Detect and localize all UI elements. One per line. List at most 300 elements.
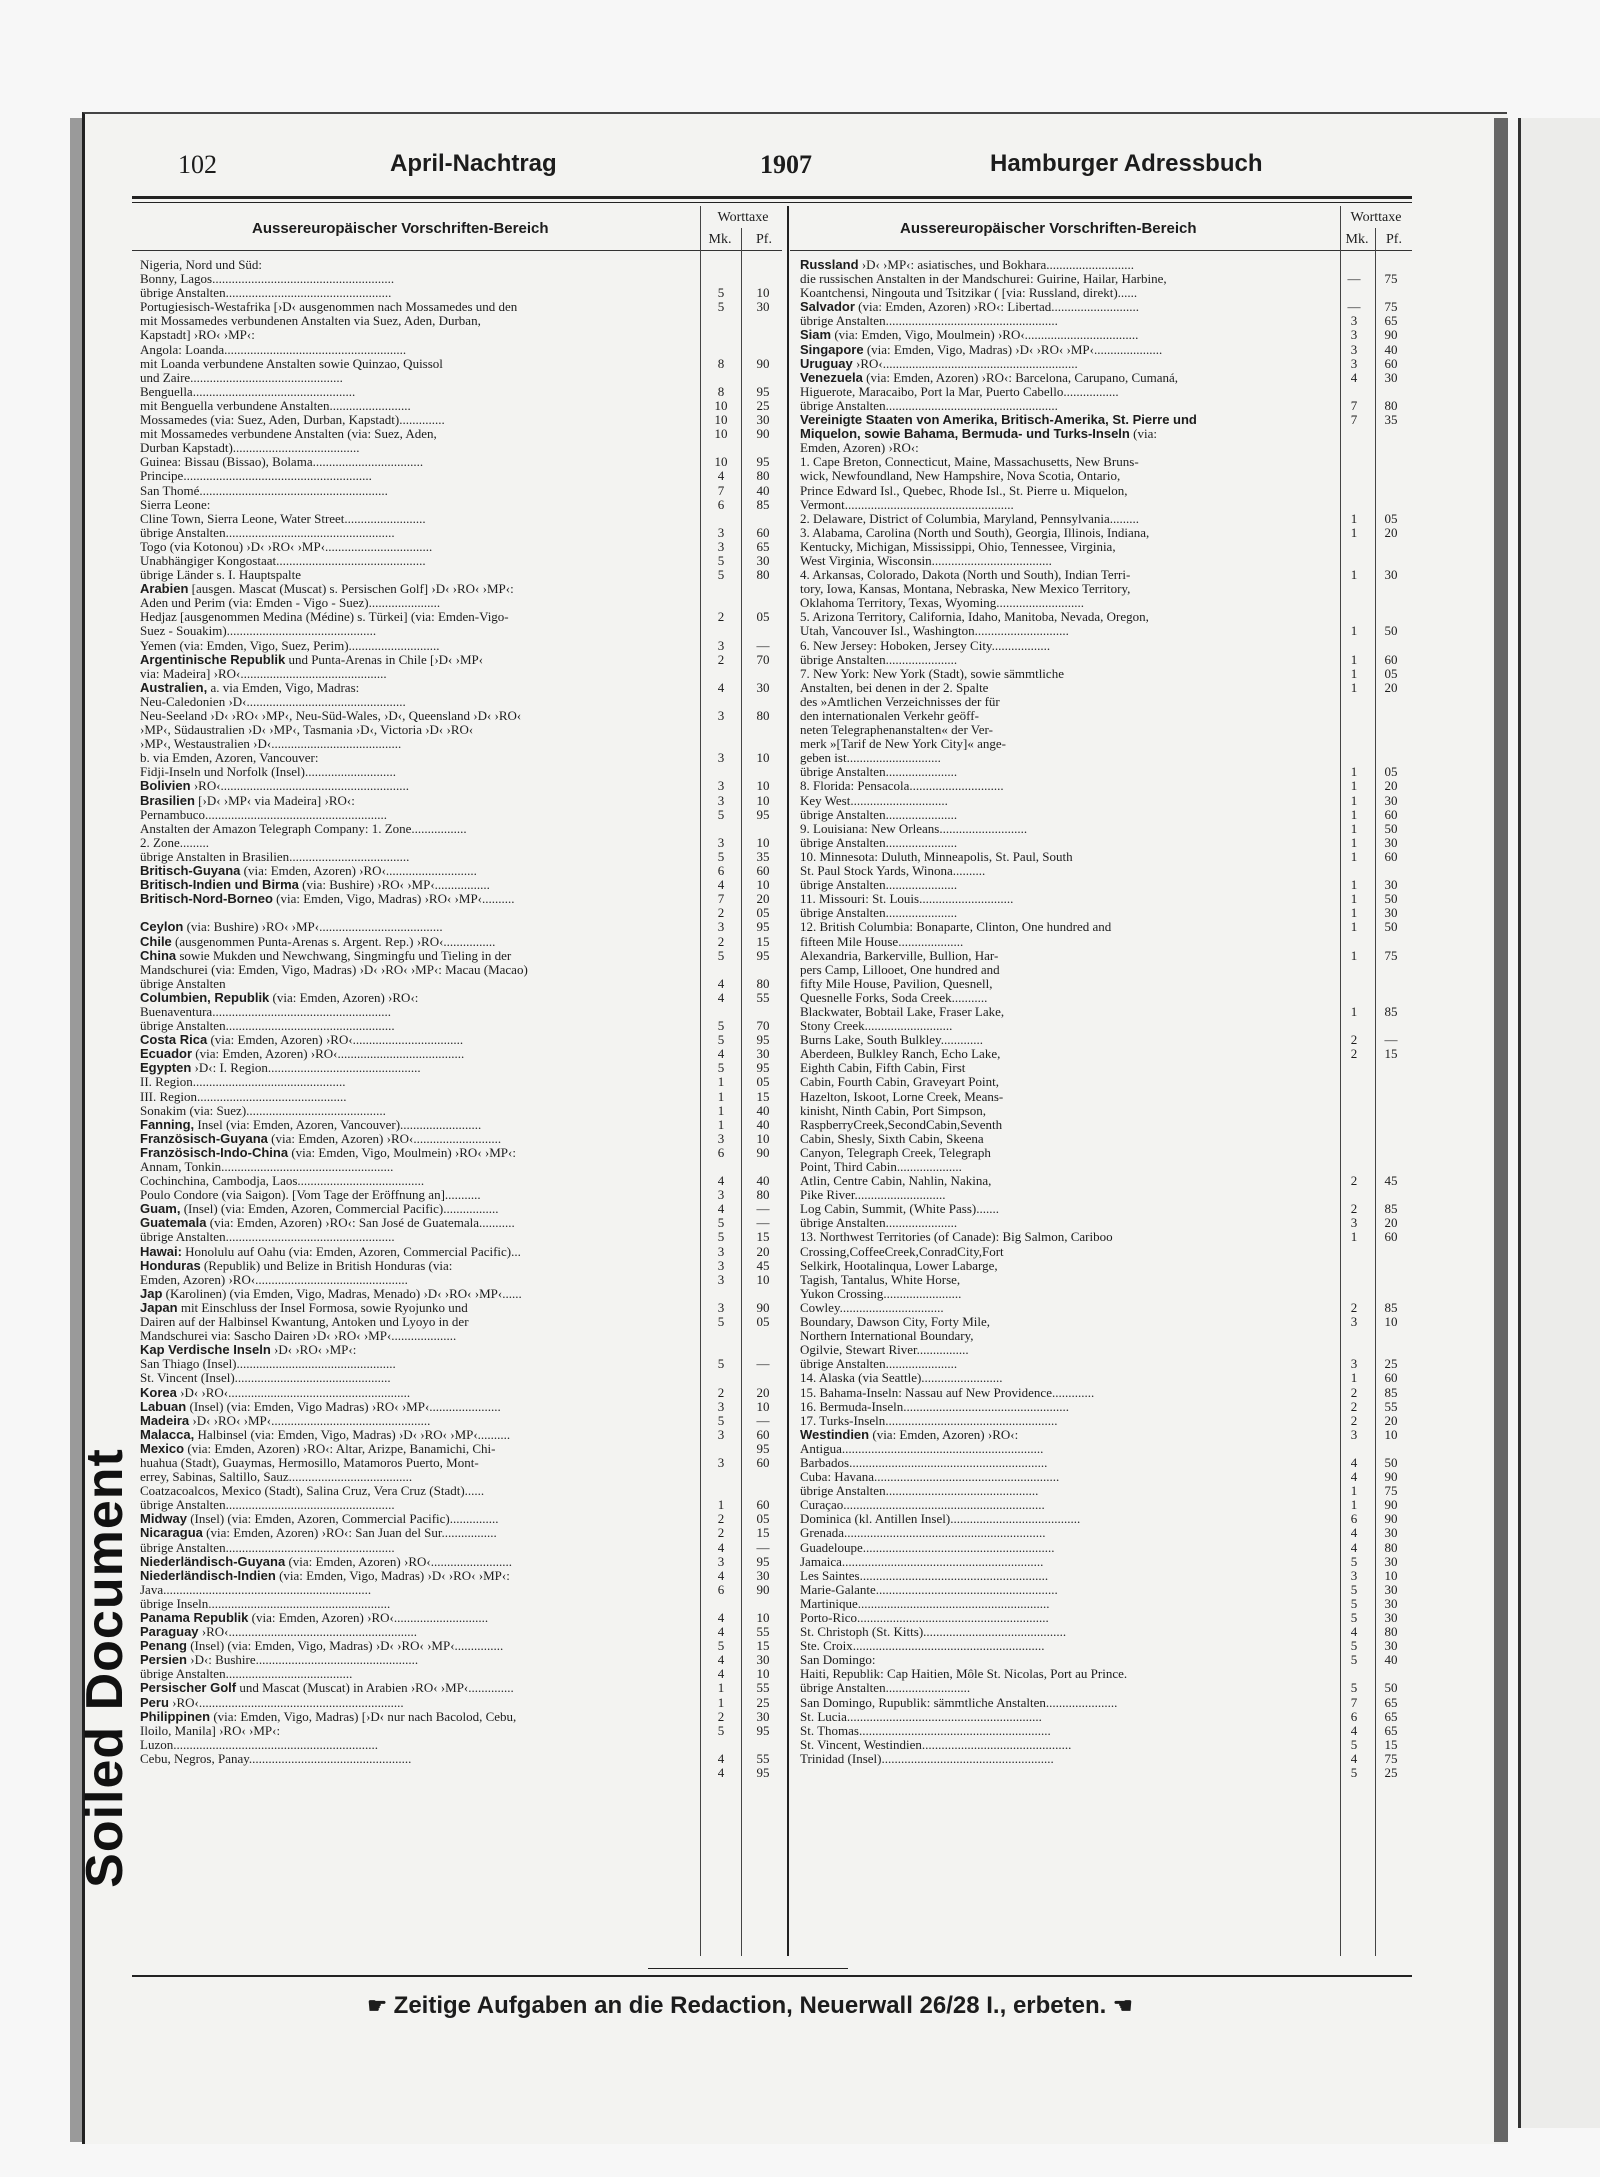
entry-row [140,949,830,963]
entry-row [140,794,830,808]
entry-row [140,1386,830,1400]
rate-marks: 5 [717,1229,725,1245]
rate-pfennig: 60 [1384,848,1398,864]
entry-row [800,1555,1412,1569]
rate-pfennig: 85 [1384,1003,1398,1019]
entry-row [800,385,1412,399]
rate-marks: 4 [1350,1722,1358,1738]
entry-text: Benguella.................................................. [140,384,356,399]
entry-row [140,1033,830,1047]
rate-marks: 3 [1350,1314,1358,1330]
entry-row [800,1315,1412,1329]
rate-marks: 4 [717,989,725,1005]
entry-text: Persien ›D‹: Bushire.................................................. [140,1653,419,1668]
entry-text: b. via Emden, Azoren, Vancouver: [140,751,319,766]
entry-text: Ecuador (via: Emden, Azoren) ›RO‹....................................... [140,1047,465,1062]
rate-pfennig: 60 [1384,806,1398,822]
rate-pfennig: 30 [756,412,770,428]
rate-marks: 10 [714,412,728,428]
rate-pfennig: 10 [756,1130,770,1146]
entry-row [140,709,830,723]
entry-text: Kapstadt] ›RO‹ ›MP‹: [140,328,255,343]
rate-pfennig: 55 [1384,1398,1398,1414]
entry-text: Point, Third Cabin.................... [800,1160,962,1174]
entry-row [800,427,1412,441]
entry-row [140,1090,830,1104]
entry-row [800,779,1412,793]
entry-row [800,935,1412,949]
rate-marks: 6 [717,863,725,879]
rate-marks: — [1347,299,1361,315]
entry-row [800,949,1412,963]
entry-row [140,1371,830,1385]
rate-marks: 1 [1350,806,1358,822]
entry-row [800,357,1412,371]
entry-text: Key West.............................. [800,793,948,808]
entry-text: huahua (Stadt), Guaymas, Hermosillo, Matamoros Puerto, Mont- [140,1455,479,1470]
rate-marks: 6 [717,1581,725,1597]
entry-text: Französisch-Indo-China (via: Emden, Vigo, Moulmein) ›RO‹ ›MP‹: [140,1145,516,1160]
entry-text: 9. Louisiana: New Orleans........................... [800,821,1028,836]
entry-row [800,1766,1412,1780]
entry-row [140,1075,830,1089]
entry-row [800,1216,1412,1230]
rate-pfennig: 05 [1384,764,1398,780]
rate-marks: 2 [1350,1299,1358,1315]
entry-row [140,1160,830,1174]
entry-row [800,498,1412,512]
pointing-hand-right-icon: ☛ [367,1993,387,2018]
rate-marks: 4 [1350,1539,1358,1555]
entry-row [800,878,1412,892]
entry-text: Kentucky, Michigan, Mississippi, Ohio, Tennessee, Virginia, [800,539,1116,554]
entry-row [800,1456,1412,1470]
entry-row [140,343,830,357]
entry-row [800,1118,1412,1132]
rate-marks: 4 [717,1750,725,1766]
entry-row [800,1202,1412,1216]
rate-marks: 5 [1350,1595,1358,1611]
entry-text: Philippinen (via: Emden, Vigo, Madras) [›D‹ nur nach Bacolod, Cebu, [140,1709,517,1724]
entry-row [800,864,1412,878]
entry-row [140,286,830,300]
entry-text: fifty Mile House, Pavilion, Quesnell, [800,976,993,991]
entry-text: Hedjaz [ausgenommen Medina (Médine) s. Türkei] (via: Emden-Vigo- [140,610,509,625]
rate-pfennig: 30 [1384,877,1398,893]
entry-row [800,765,1412,779]
entry-text: Argentinische Republik und Punta-Arenas in Chile [›D‹ ›MP‹ [140,652,484,667]
entry-row [140,977,830,991]
entry-text: Bolivien ›RO‹.......................................................... [140,779,410,794]
entry-text: Ogilvie, Stewart River................ [800,1343,969,1358]
entry-row [800,1710,1412,1724]
rate-pfennig: 50 [1384,891,1398,907]
rate-pfennig: 50 [1384,919,1398,935]
entry-row [140,300,830,314]
entry-text: Arabien [ausgen. Mascat (Muscat) s. Persischen Golf] ›D‹ ›RO‹ ›MP‹: [140,582,514,597]
entry-text: Eighth Cabin, Fifth Cabin, First [800,1061,966,1076]
rate-pfennig: 70 [756,651,770,667]
rate-marks: 1 [1350,792,1358,808]
entry-row [140,385,830,399]
entry-row [800,582,1412,596]
rate-marks: 1 [1350,1483,1358,1499]
entry-text: 8. Florida: Pensacola............................. [800,779,1004,794]
rate-pfennig: 60 [1384,355,1398,371]
entry-text: Canyon, Telegraph Creek, Telegraph [800,1145,991,1160]
entry-row [800,1569,1412,1583]
entry-row [800,441,1412,455]
entry-row [140,808,830,822]
rate-marks: 1 [1350,877,1358,893]
entry-text: Cebu, Negros, Panay.................................................. [140,1751,412,1766]
entry-row [140,1104,830,1118]
entry-row [800,1301,1412,1315]
rate-marks: 2 [1350,1398,1358,1414]
entry-text: Barbados............................................................. [800,1455,1048,1470]
entry-row [800,1498,1412,1512]
entry-row [800,1090,1412,1104]
rate-pfennig: 10 [756,778,770,794]
rate-pfennig: 65 [1384,1708,1398,1724]
entry-row [800,484,1412,498]
rate-marks: 5 [717,1032,725,1048]
entry-row [800,963,1412,977]
rate-marks: 1 [717,1680,725,1696]
entry-row [800,596,1412,610]
entry-row [140,1555,830,1569]
rate-marks: 5 [717,285,725,301]
entry-row [800,469,1412,483]
entry-row [140,1724,830,1738]
entry-text: St. Lucia............................................................ [800,1709,1042,1724]
entry-text: Crossing,CoffeeCreek,ConradCity,Fort [800,1244,1004,1259]
entry-text: Penang (Insel) (via: Emden, Vigo, Madras) ›D‹ ›RO‹ ›MP‹............... [140,1639,504,1654]
entry-row [140,1414,830,1428]
entry-row [800,1611,1412,1625]
entry-row [800,554,1412,568]
right-pf-label: Pf. [1386,232,1402,247]
rate-marks: 3 [1350,1567,1358,1583]
rate-pfennig: — [756,1215,770,1231]
entry-text: errey, Sabinas, Saltillo, Sauz...................................... [140,1470,413,1485]
rate-pfennig: 20 [756,891,770,907]
entry-text: Mandschurei via: Sascho Dairen ›D‹ ›RO‹ ›MP‹.................... [140,1329,457,1344]
rate-pfennig: 10 [756,1666,770,1682]
entry-row [800,1597,1412,1611]
rate-pfennig: 60 [756,1497,770,1513]
entry-text: Madeira ›D‹ ›RO‹ ›MP‹................................................. [140,1413,431,1428]
entry-text: Niederländisch-Guyana (via: Emden, Azoren) ›RO‹......................... [140,1554,512,1569]
right-worttaxe-label: Worttaxe [1350,210,1402,225]
entry-row [140,906,830,920]
entry-text: San Thiago (Insel)................................................. [140,1357,396,1372]
entry-text: 1. Cape Breton, Connecticut, Maine, Massachusetts, New Bruns- [800,455,1139,470]
rate-pfennig: 75 [1384,1750,1398,1766]
rate-marks: 1 [1350,679,1358,695]
rate-marks: 4 [1350,1750,1358,1766]
entry-row [140,639,830,653]
entry-text: Les Saintes.......................................................... [800,1568,1049,1583]
entry-text: Guatemala (via: Emden, Azoren) ›RO‹: San José de Guatemala........... [140,1216,515,1231]
rate-marks: 5 [717,1356,725,1372]
entry-row [140,667,830,681]
entry-text: Curaçao.............................................................. [800,1498,1045,1513]
rate-pfennig: 05 [756,1074,770,1090]
entry-text: Mossamedes (via: Suez, Aden, Durban, Kapstadt).............. [140,413,445,428]
entry-text: Guam, (Insel) (via: Emden, Azoren, Commercial Pacific)................. [140,1202,499,1217]
entry-row [800,1075,1412,1089]
rate-pfennig: 90 [1384,1511,1398,1527]
entry-row [140,1343,830,1357]
entry-row [800,1132,1412,1146]
rate-pfennig: 60 [756,863,770,879]
rate-pfennig: 80 [1384,1539,1398,1555]
entry-text: übrige Inseln........................................................ [140,1596,391,1611]
rate-pfennig: — [1384,1032,1398,1048]
rate-marks: 10 [714,426,728,442]
rate-marks: 5 [717,567,725,583]
entry-text: via: Madeira] ›RO‹............................................. [140,666,387,681]
entry-row [800,695,1412,709]
rate-pfennig: 90 [756,1581,770,1597]
rate-pfennig: 90 [756,1299,770,1315]
entry-text: Principe.......................................................... [140,469,372,484]
entry-text: Guinea: Bissau (Bissao), Bolama.................................. [140,455,424,470]
rate-marks: 7 [1350,1694,1358,1710]
entry-text: kinisht, Ninth Cabin, Port Simpson, [800,1103,986,1118]
entry-row [800,1259,1412,1273]
entry-text: Iloilo, Manila] ›RO‹ ›MP‹: [140,1723,281,1738]
rate-marks: 4 [717,1539,725,1555]
entry-row [140,1245,830,1259]
entry-row [140,1583,830,1597]
header-rule-thin [132,202,1412,203]
rate-pfennig: 75 [1384,271,1398,287]
entry-text: 2. Zone......... [140,835,209,850]
entry-text: Guadeloupe........................................................... [800,1540,1055,1555]
rate-marks: 7 [1350,412,1358,428]
entry-row [800,822,1412,836]
entry-text: Cochinchina, Cambodja, Laos....................................... [140,1174,425,1189]
rate-pfennig: 75 [1384,299,1398,315]
entry-row [140,512,830,526]
rate-pfennig: 30 [1384,1610,1398,1625]
rate-marks: 2 [717,905,725,921]
entry-row [800,272,1412,286]
rate-pfennig: 40 [756,482,770,498]
entry-text: Französisch-Guyana (via: Emden, Azoren) ›RO‹........................... [140,1131,502,1146]
rate-pfennig: 80 [756,468,770,484]
rate-pfennig: 95 [756,1722,770,1738]
entry-row [140,1132,830,1146]
rate-pfennig: 20 [1384,1215,1398,1231]
entry-text: merk »[Tarif de New York City]« ange- [800,737,1006,752]
rate-pfennig: 30 [756,1046,770,1062]
entry-row [800,371,1412,385]
rate-marks: 1 [1350,651,1358,667]
entry-text: übrige Anstalten...................... [800,807,958,822]
entry-text: Nigeria, Nord und Süd: [140,258,263,272]
entry-row [800,1033,1412,1047]
rate-marks: 2 [717,609,725,625]
rate-pfennig: 05 [756,1511,770,1527]
rate-pfennig: 85 [756,496,770,512]
entry-row [800,1414,1412,1428]
rate-marks: 6 [717,496,725,512]
entry-text: Grenada.............................................................. [800,1526,1046,1541]
entry-row [140,1061,830,1075]
entry-text: China sowie Mukden und Newchwang, Singmingfu und Tieling in der [140,948,512,963]
entry-text: Uruguay ›RO‹............................................................ [800,356,1078,371]
entry-text: Blackwater, Bobtail Lake, Fraser Lake, [800,1004,1005,1019]
entry-row [140,1625,830,1639]
entry-row [140,1174,830,1188]
entry-row [140,723,830,737]
entry-row [140,1597,830,1611]
rate-marks: 5 [1350,1553,1358,1569]
entry-row [140,1428,830,1442]
rate-pfennig: 30 [1384,1581,1398,1597]
entry-row [800,1047,1412,1061]
rate-pfennig: 15 [756,1229,770,1245]
rate-marks: 5 [1350,1736,1358,1752]
entry-text: Fanning, Insel (via: Emden, Azoren, Vancouver)......................... [140,1117,482,1132]
entry-text: Boundary, Dawson City, Forty Mile, [800,1315,991,1330]
entry-text: Aden und Perim (via: Emden - Vigo - Suez)...................... [140,596,441,611]
entry-text: übrige Anstalten.................................................... [140,525,395,540]
entry-text: 16. Bermuda-Inseln................................................... [800,1399,1070,1414]
entry-row [800,1104,1412,1118]
entry-row [140,1766,830,1780]
entry-text: übrige Anstalten...................... [800,765,958,780]
header-rule [132,196,1412,199]
entry-text: übrige Anstalten.................................................... [140,1540,395,1555]
rate-marks: 3 [717,1426,725,1442]
rate-marks: 2 [717,1384,725,1400]
entry-text: Bonny, Lagos........................................................ [140,272,395,287]
rate-pfennig: 30 [756,552,770,568]
entry-text: Quesnelle Forks, Soda Creek........... [800,990,988,1005]
entry-text: Australien, a. via Emden, Vigo, Madras: [140,680,360,695]
rate-marks: 5 [717,1060,725,1076]
entry-text: wick, Newfoundland, New Hampshire, Nova Scotia, Ontario, [800,469,1121,484]
entry-text: übrige Anstalten.................................................... [140,1230,395,1245]
entry-text: Cuba: Havana......................................................... [800,1470,1060,1485]
entry-row [800,1343,1412,1357]
entry-text: Marie-Galante........................................................ [800,1582,1058,1597]
entry-row [800,512,1412,526]
entry-text: Cline Town, Sierra Leone, Water Street......................... [140,511,426,526]
entry-text: übrige Anstalten in Brasilien..................................... [140,849,410,864]
entry-row [800,455,1412,469]
entry-text: Nicaragua (via: Emden, Azoren) ›RO‹: San Juan del Sur................. [140,1526,497,1541]
entry-text: Koantchensi, Ningouta und Tsitzikar ( [via: Russland, direkt)...... [800,286,1138,301]
rate-marks: 3 [717,538,725,554]
entry-text: Malacca, Halbinsel (via: Emden, Vigo, Madras) ›D‹ ›RO‹ ›MP‹.......... [140,1427,511,1442]
rate-marks: 6 [1350,1511,1358,1527]
entry-row [800,667,1412,681]
entry-text: Costa Rica (via: Emden, Azoren) ›RO‹.................................. [140,1033,464,1048]
rate-marks: 3 [717,919,725,935]
rate-marks: 5 [717,1018,725,1034]
rate-pfennig: 95 [756,1553,770,1569]
entry-text: Niederländisch-Indien (via: Emden, Vigo, Madras) ›D‹ ›RO‹ ›MP‹: [140,1568,510,1583]
entry-row [800,1400,1412,1414]
entry-row [140,1569,830,1583]
rate-marks: 3 [717,792,725,808]
rate-pfennig: 70 [756,1018,770,1034]
entry-row [800,314,1412,328]
rate-pfennig: 30 [1384,1525,1398,1541]
entry-text: des »Amtlichen Verzeichnisses der für [800,694,1000,709]
entry-text: übrige Anstalten.......................... [800,1681,971,1696]
publication-title: Hamburger Adressbuch [990,150,1263,177]
rate-pfennig: 30 [756,679,770,695]
rate-marks: 5 [1350,1638,1358,1654]
entry-text: 14. Alaska (via Seattle)......................... [800,1371,1003,1386]
entry-text: übrige Anstalten.................................................... [140,1019,395,1034]
rate-marks: 1 [1350,891,1358,907]
entry-text: Neu-Caledonien ›D‹................................................. [140,694,406,709]
entry-row [140,610,830,624]
rate-pfennig: 65 [1384,1722,1398,1738]
entry-row [140,498,830,512]
entry-text: tory, Iowa, Kansas, Montana, Nebraska, New Mexico Territory, [800,582,1131,597]
entry-text: 2. Delaware, District of Columbia, Maryland, Pennsylvania......... [800,511,1140,526]
entry-row [800,1005,1412,1019]
rate-marks: 6 [1350,1708,1358,1724]
rate-pfennig: 90 [1384,1469,1398,1485]
rate-marks: 6 [717,1144,725,1160]
entry-text: Dairen auf der Halbinsel Kwantung, Antoken und Lyoyo in der [140,1315,469,1330]
entry-text: Britisch-Guyana (via: Emden, Azoren) ›RO‹............................ [140,864,477,879]
footer-rule [132,1975,1412,1977]
rate-marks: 5 [1350,1680,1358,1696]
entry-text: ›MP‹, Südaustralien ›D‹ ›MP‹, Tasmania ›D‹, Victoria ›D‹ ›RO‹ [140,723,474,738]
rate-marks: 4 [717,975,725,991]
entry-row [800,751,1412,765]
entry-row [800,1442,1412,1456]
entry-text: Vermont.................................................... [800,497,1014,512]
entry-text: Yemen (via: Emden, Vigo, Suez, Perim)............................ [140,638,440,653]
entry-row [800,1583,1412,1597]
rate-pfennig: 60 [1384,651,1398,667]
rate-pfennig: 25 [1384,1765,1398,1781]
entry-text: Anstalten der Amazon Telegraph Company: 1. Zone................. [140,821,467,836]
rate-pfennig: 05 [1384,665,1398,681]
right-column-title: Aussereuropäischer Vorschriften-Bereich [900,220,1197,237]
rate-pfennig: 85 [1384,1299,1398,1315]
rate-pfennig: 55 [756,1750,770,1766]
entry-row [140,582,830,596]
entry-row [800,653,1412,667]
entry-row [800,977,1412,991]
entry-row [140,526,830,540]
rate-marks: 5 [717,1638,725,1654]
entry-text: übrige Anstalten [140,976,226,991]
entry-text: 15. Bahama-Inseln: Nassau auf New Providence............. [800,1385,1095,1400]
entry-text: Labuan (Insel) (via: Emden, Vigo Madras) ›RO‹ ›MP‹...................... [140,1399,501,1414]
rate-marks: 5 [717,1215,725,1231]
entry-row [140,695,830,709]
entry-row [800,1273,1412,1287]
rate-marks: 1 [1350,524,1358,540]
rate-marks: 7 [1350,397,1358,413]
rate-pfennig: 55 [756,1624,770,1640]
entry-text: Selkirk, Hootalinqua, Lower Labarge, [800,1258,998,1273]
rate-pfennig: 20 [1384,778,1398,794]
